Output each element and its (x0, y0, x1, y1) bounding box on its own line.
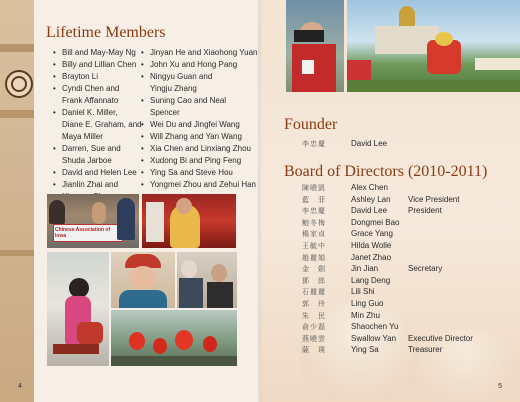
photo-capitol-festival (347, 0, 520, 92)
board-member-name: David Lee (351, 206, 388, 215)
member-entry: • Xudong Bi and Ping Feng (140, 155, 258, 167)
member-entry: • Xia Chen and Linxiang Zhou (140, 143, 258, 155)
member-entry: • Jianlin Zhai and (52, 179, 144, 203)
board-member-name: Ying Sa (351, 345, 379, 354)
board-member-chinese-name: 薩 瑛 (302, 346, 326, 354)
board-member-name: Lili Shi (351, 287, 375, 296)
photo-drummer (47, 252, 109, 366)
board-member-chinese-name: 金 劍 (302, 265, 326, 273)
photo-lanterns (111, 310, 237, 366)
board-member-chinese-name: 陳曉凱 (302, 184, 326, 192)
board-member-role: Vice President (408, 195, 460, 204)
board-member-chinese-name: 俞少磊 (302, 323, 326, 331)
board-member-role: Secretary (408, 264, 443, 273)
board-member-name: Dongmei Bao (351, 218, 400, 227)
board-member-role: President (408, 206, 442, 215)
board-member-chinese-name: 燕曉雲 (302, 335, 326, 343)
photo-performer (142, 194, 236, 248)
ornament-icon (5, 70, 33, 98)
member-entry: • Billy and Lillian Chen (52, 59, 144, 71)
photo-two-men (177, 252, 237, 308)
right-page (260, 0, 520, 402)
founder-name: David Lee (351, 139, 388, 148)
board-member-name: Swallow Yan (351, 334, 397, 343)
board-member-name: Alex Chen (351, 183, 388, 192)
board-member-chinese-name: 趙麗娟 (302, 254, 326, 262)
page-number-right: 5 (498, 383, 502, 390)
board-member-chinese-name: 李忠慶 (302, 207, 326, 215)
member-entry: • Darren, Sue and Shuda Jarboe (52, 143, 144, 167)
founder-title: Founder (284, 116, 338, 133)
member-entry: • Wei Du and Jingfei Wang (140, 119, 258, 131)
board-member-chinese-name: 鮑冬梅 (302, 219, 326, 227)
board-member-name: Shaochen Yu (351, 322, 399, 331)
board-member-name: Janet Zhao (351, 253, 392, 262)
board-member-chinese-name: 王毓中 (302, 242, 326, 250)
board-title: Board of Directors (2010-2011) (284, 163, 488, 180)
members-column-2 (140, 47, 258, 191)
photo-photographer (286, 0, 344, 92)
board-member-name: Ashley Lan (351, 195, 391, 204)
board-member-name: Ling Guo (351, 299, 384, 308)
decorative-sidebar (0, 0, 34, 402)
member-entry: • Daniel K. Miller, Diane E. Graham, and Maya Miller (52, 107, 144, 143)
board-member-role: Executive Director (408, 334, 473, 343)
photo-child-costume (111, 252, 175, 308)
member-entry: • Brayton Li (52, 71, 144, 83)
board-member-chinese-name: 藍 菲 (302, 196, 326, 204)
board-member-name: Min Zhu (351, 311, 380, 320)
board-member-chinese-name: 楊家貞 (302, 230, 326, 238)
book-gutter (258, 0, 262, 402)
member-entry: • Ningyu Guan and Yingju Zhang (140, 71, 258, 95)
members-column-1 (52, 47, 144, 203)
member-entry: • Jinyan He and Xiaohong Yuan (140, 47, 258, 59)
board-member-name: Grace Yang (351, 229, 393, 238)
board-member-name: Lang Deng (351, 276, 391, 285)
board-member-chinese-name: 朱 民 (302, 312, 326, 320)
member-entry: • Cyndi Chen and Frank Affannato (52, 83, 144, 107)
board-member-chinese-name: 鄧 郎 (302, 277, 326, 285)
photo-banner-group (47, 194, 139, 248)
board-member-role: Treasurer (408, 345, 443, 354)
member-entry: • Suning Cao and Neal Spencer (140, 95, 258, 119)
banner-text: Chinese Association of Iowa (55, 227, 111, 239)
member-entry: • John Xu and Hong Pang (140, 59, 258, 71)
page-number-left: 4 (18, 383, 22, 390)
board-member-name: Jin Jian (351, 264, 379, 273)
founder-chinese-name: 李忠慶 (302, 140, 326, 148)
member-entry: • David and Helen Lee (52, 167, 144, 179)
member-entry: • Yongmei Zhou and Zehui Han (140, 179, 258, 191)
lifetime-members-title: Lifetime Members (46, 24, 166, 41)
board-member-chinese-name: 郭 玲 (302, 300, 326, 308)
member-entry: • Will Zhang and Yan Wang (140, 131, 258, 143)
member-entry: • Ying Sa and Steve Hou (140, 167, 258, 179)
board-member-name: Hilda Wolle (351, 241, 392, 250)
board-member-chinese-name: 石麗麗 (302, 288, 326, 296)
member-entry: • Bill and May-May Ng (52, 47, 144, 59)
